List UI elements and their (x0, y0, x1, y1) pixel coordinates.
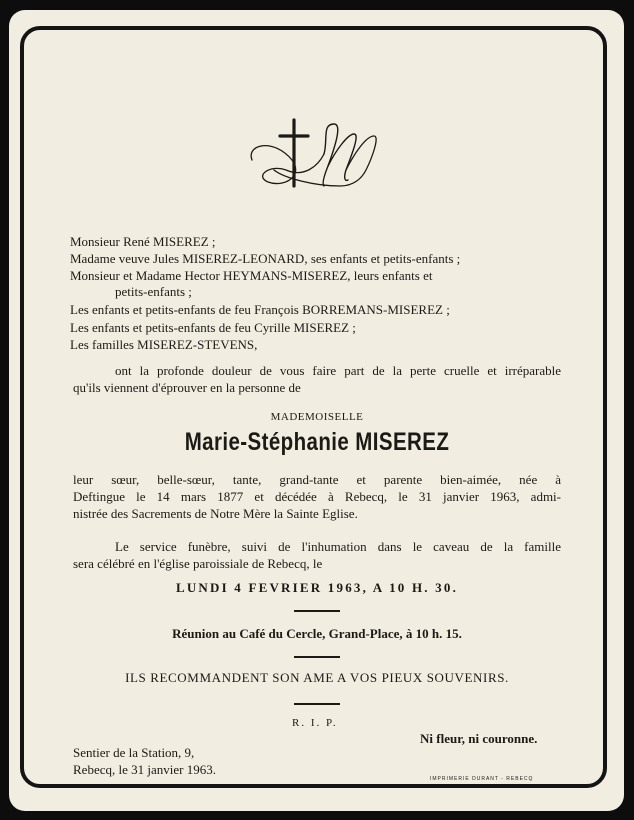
family-line: Les enfants et petits-enfants de feu François BORREMANS-MISEREZ ; (70, 302, 450, 317)
divider (294, 610, 340, 612)
address-line: Sentier de la Station, 9, (73, 745, 195, 760)
deceased-name: Marie-Stéphanie MISEREZ (184, 428, 450, 456)
family-line: Madame veuve Jules MISEREZ-LEONARD, ses enfants et petits-enfants ; (70, 251, 461, 266)
biography-line: nistrée des Sacrements de Notre Mère la Sainte Eglise. (73, 506, 358, 521)
flowers-note: Ni fleur, ni couronne. (420, 731, 538, 746)
printer-credit: IMPRIMERIE DURANT - REBECQ (430, 776, 534, 782)
family-line: petits-enfants ; (115, 284, 192, 299)
service-line-1: Le service funèbre, suivi de l'inhumation dans le caveau de la famille (115, 539, 561, 554)
recommendation: ILS RECOMMANDENT SON AME A VOS PIEUX SOUVENIRS. (125, 670, 509, 685)
announcement-line-2: qu'ils viennent d'éprouver en la personne de (73, 380, 301, 395)
deceased-title: MADEMOISELLE (270, 411, 364, 423)
family-line: Monsieur et Madame Hector HEYMANS-MISEREZ, leurs enfants et (70, 268, 433, 283)
family-line: Les enfants et petits-enfants de feu Cyrille MISEREZ ; (70, 320, 356, 335)
address-date-line: Rebecq, le 31 janvier 1963. (73, 762, 216, 777)
divider (294, 703, 340, 705)
family-line: Monsieur René MISEREZ ; (70, 234, 216, 249)
service-line-2: sera célébré en l'église paroissiale de Rebecq, le (73, 556, 323, 571)
funeral-date: LUNDI 4 FEVRIER 1963, A 10 H. 30. (175, 580, 459, 595)
family-line: Les familles MISEREZ-STEVENS, (70, 337, 258, 352)
rip-text: R. I. P. (292, 717, 338, 729)
announcement-line-1: ont la profonde douleur de vous faire part de la perte cruelle et irréparable (115, 363, 561, 378)
divider (294, 656, 340, 658)
biography-line: leur sœur, belle-sœur, tante, grand-tante et parente bien-aimée, née à (73, 472, 561, 487)
cross-monogram-icon (244, 114, 384, 198)
biography (73, 471, 561, 522)
biography-line: Deftingue le 14 mars 1877 et décédée à Rebecq, le 31 janvier 1963, admi- (73, 489, 561, 504)
reunion-note: Réunion au Café du Cercle, Grand-Place, à 10 h. 15. (172, 626, 462, 641)
